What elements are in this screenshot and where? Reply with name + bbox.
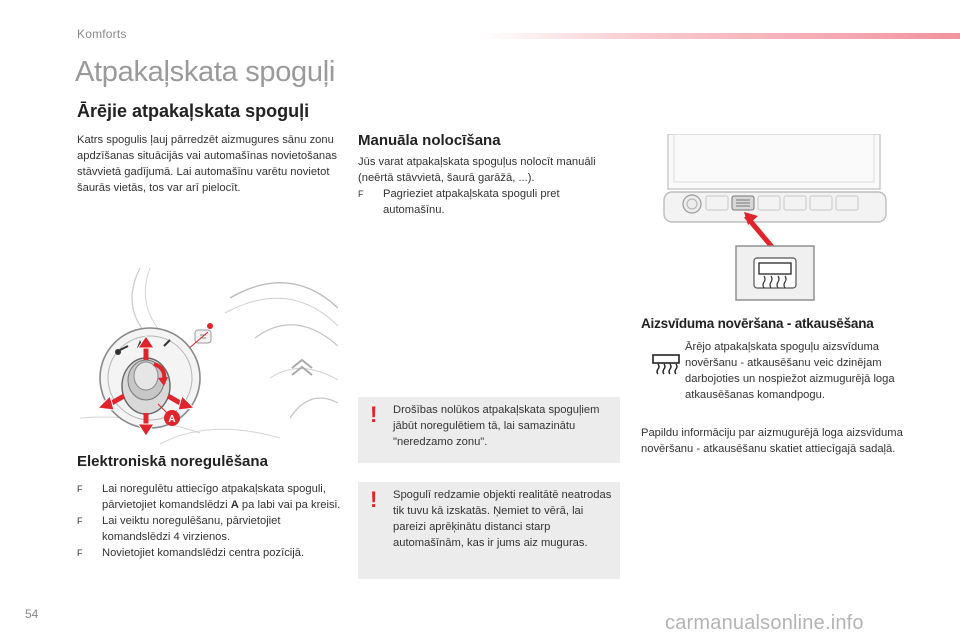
- bullet-marker: F: [77, 516, 83, 526]
- warning-text: Spogulī redzamie objekti realitātē neatrodas tik tuvu kā izskatās. Ņemiet to vērā, lai pareizi aprēķinātu distanci starp automašīnām, kas ir jums aiz muguras.: [393, 489, 612, 549]
- list-item: F Lai noregulētu attiecīgo atpakaļskata spoguli, pārvietojiet komandslēdzi A pa labi vai pa kreisi.: [77, 483, 341, 511]
- bullet-marker: F: [358, 189, 364, 199]
- heading-defrost: Aizsvīduma novēršana - atkausēšana: [641, 316, 874, 331]
- external-mirrors-text: Katrs spogulis ļauj pārredzēt aizmugures sānu zonu apdzīšanas situācijās vai automašīnas novietošanas stāvvietā gadījumā. Lai automašīnu varētu novietot šaurās vietās, tos var arī pielocīt.: [77, 134, 337, 194]
- warning-box-blind-spot: [358, 397, 620, 463]
- heading-manual-folding: Manuāla nolocīšana: [358, 132, 501, 149]
- rear-defrost-icon: [651, 353, 681, 375]
- heading-external-mirrors: Ārējie atpakaļskata spoguļi: [77, 101, 310, 121]
- defrost-description: Ārējo atpakaļskata spoguļu aizsvīduma novēršanu - atkausēšanu veic dzinējam darbojoties un nospiežot aizmugurējā loga atkausēšanas komandpogu.: [685, 341, 895, 401]
- warning-icon: !: [370, 487, 378, 512]
- defrost-more-info: Papildu informāciju par aizmugurējā loga aizsvīduma novēršanu - atkausēšanu skatiet attiecīgajā sadaļā.: [641, 427, 903, 455]
- callout-a-label: A: [168, 414, 176, 425]
- warning-icon: !: [370, 402, 378, 427]
- mirror-control-illustration: [80, 268, 338, 444]
- page-title: Atpakaļskata spoguļi: [75, 56, 335, 88]
- warning-text: Drošības nolūkos atpakaļskata spoguļiem jābūt noregulētiem tā, lai samazinātu "neredzamo zonu".: [393, 404, 600, 448]
- list-item: F Novietojiet komandslēdzi centra pozīcijā.: [77, 547, 305, 559]
- warning-box-distance: [358, 482, 620, 579]
- list-item: F Lai veiktu noregulēšanu, pārvietojiet komandslēdzi 4 virzienos.: [77, 515, 281, 543]
- header-gradient-rule: [480, 33, 960, 39]
- electronic-adjustment-list: [77, 481, 342, 561]
- page-number: 54: [25, 607, 39, 621]
- list-item: F Pagrieziet atpakaļskata spoguli pret automašīnu.: [358, 188, 560, 216]
- heading-electronic-adjustment: Elektroniskā noregulēšana: [77, 453, 268, 470]
- bullet-marker: F: [77, 548, 83, 558]
- dashboard-defrost-button-illustration: [660, 134, 892, 304]
- manual-folding-text: Jūs varat atpakaļskata spoguļus nolocīt manuāli (neērtā stāvvietā, šaurā garāžā, ...).: [358, 156, 596, 184]
- bullet-marker: F: [77, 484, 83, 494]
- section-label: Komforts: [77, 27, 127, 41]
- watermark: carmanualsonline.info: [665, 612, 864, 634]
